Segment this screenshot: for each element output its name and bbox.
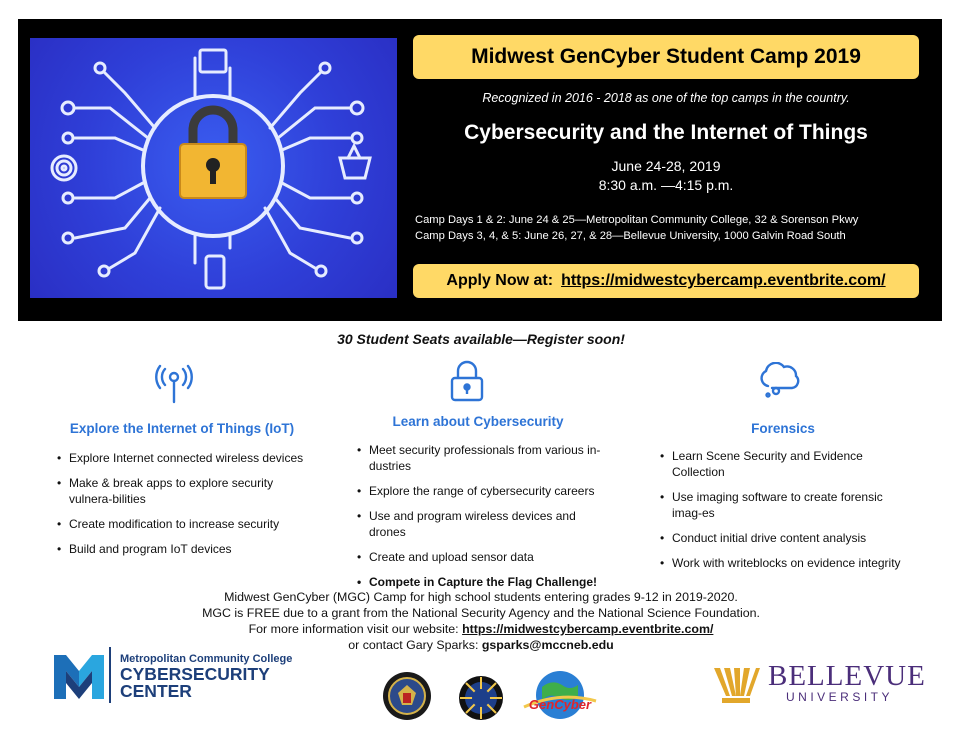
recognition-note: Recognized in 2016 - 2018 as one of the top camps in the country. [482, 91, 850, 105]
website-link[interactable]: https://midwestcybercamp.eventbrite.com/ [462, 622, 714, 636]
forensics-list [660, 448, 910, 571]
footer-line-3 [0, 621, 962, 637]
nsf-seal-icon [458, 675, 504, 721]
website-label: For more information visit our website: [248, 622, 459, 636]
cyber-list [357, 442, 607, 590]
contact-label: or contact Gary Sparks: [348, 638, 479, 652]
mcc-cybersecurity-logo [52, 645, 312, 707]
apply-label: Apply Now at: [446, 272, 554, 289]
seats-notice: 30 Student Seats available—Register soon! [337, 331, 625, 347]
apply-link[interactable]: https://midwestcybercamp.eventbrite.com/ [561, 272, 886, 289]
iot-list [57, 450, 309, 557]
nsa-seal-icon [382, 671, 432, 721]
list-item: • Use imaging software to create forensic imag-es [660, 489, 910, 521]
list-item: • Create modification to increase security [57, 516, 309, 532]
list-item: • Build and program IoT devices [57, 541, 309, 557]
apply-bar [413, 264, 919, 298]
camp-subtitle: Cybersecurity and the Internet of Things [464, 121, 868, 144]
list-item: • Work with writeblocks on evidence integrity [660, 555, 910, 571]
mcc-divider [109, 647, 111, 703]
list-item: • Make & break apps to explore security vulnera-bilities [57, 475, 309, 507]
padlock-icon [449, 360, 485, 402]
cyber-heading: Learn about Cybersecurity [392, 414, 564, 429]
bellevue-crest-icon [712, 662, 760, 706]
date-range: June 24-28, 2019 [611, 158, 721, 174]
magnifier-cloud-icon [758, 362, 802, 398]
list-item: • Conduct initial drive content analysis [660, 530, 910, 546]
gencyber-logo [520, 667, 600, 727]
antenna-icon [154, 364, 194, 404]
list-item: • Explore the range of cybersecurity careers [357, 483, 607, 499]
iot-lock-illustration [30, 38, 397, 298]
bellevue-university-logo [712, 660, 926, 710]
time-range: 8:30 a.m. —4:15 p.m. [598, 177, 734, 193]
list-item: • Use and program wireless devices and drones [357, 508, 607, 540]
list-item: • Explore Internet connected wireless devices [57, 450, 309, 466]
bellevue-name: BELLEVUE [768, 660, 926, 692]
footer-line-1: Midwest GenCyber (MGC) Camp for high school students entering grades 9-12 in 2019-2020. [224, 590, 738, 604]
footer-line-2: MGC is FREE due to a grant from the National Security Agency and the National Science Foundation. [202, 606, 760, 620]
contact-email[interactable]: gsparks@mccneb.edu [481, 638, 614, 652]
mcc-college-name: Metropolitan Community College [120, 653, 293, 665]
list-item: • Learn Scene Security and Evidence Collection [660, 448, 910, 480]
camp-title: Midwest GenCyber Student Camp 2019 [413, 35, 919, 79]
circuit-lock-icon [30, 38, 397, 298]
list-item: • Meet security professionals from various in-dustries [357, 442, 607, 474]
cyber-column [357, 442, 607, 599]
forensics-column [660, 448, 910, 580]
bellevue-subtitle: UNIVERSITY [786, 690, 894, 704]
list-item: • Create and upload sensor data [357, 549, 607, 565]
camp-dates [413, 157, 919, 195]
mcc-center-name [120, 666, 270, 700]
list-item: • Compete in Capture the Flag Challenge! [357, 574, 607, 590]
iot-heading: Explore the Internet of Things (IoT) [69, 421, 295, 436]
mcc-center-line-1: CYBERSECURITY [120, 664, 270, 684]
camp-locations [415, 212, 925, 244]
footer-info [0, 589, 962, 653]
gencyber-wordmark: GenCyber [528, 697, 592, 712]
camp-days-2: Camp Days 3, 4, & 5: June 26, 27, & 28—Bellevue University, 1000 Galvin Road South [415, 230, 846, 242]
iot-column [57, 450, 309, 566]
mcc-center-line-2: CENTER [120, 681, 192, 701]
mcc-mark-icon [52, 651, 106, 703]
forensics-heading: Forensics [751, 421, 815, 436]
camp-days-1: Camp Days 1 & 2: June 24 & 25—Metropolitan Community College, 32 & Sorenson Pkwy [415, 214, 859, 226]
